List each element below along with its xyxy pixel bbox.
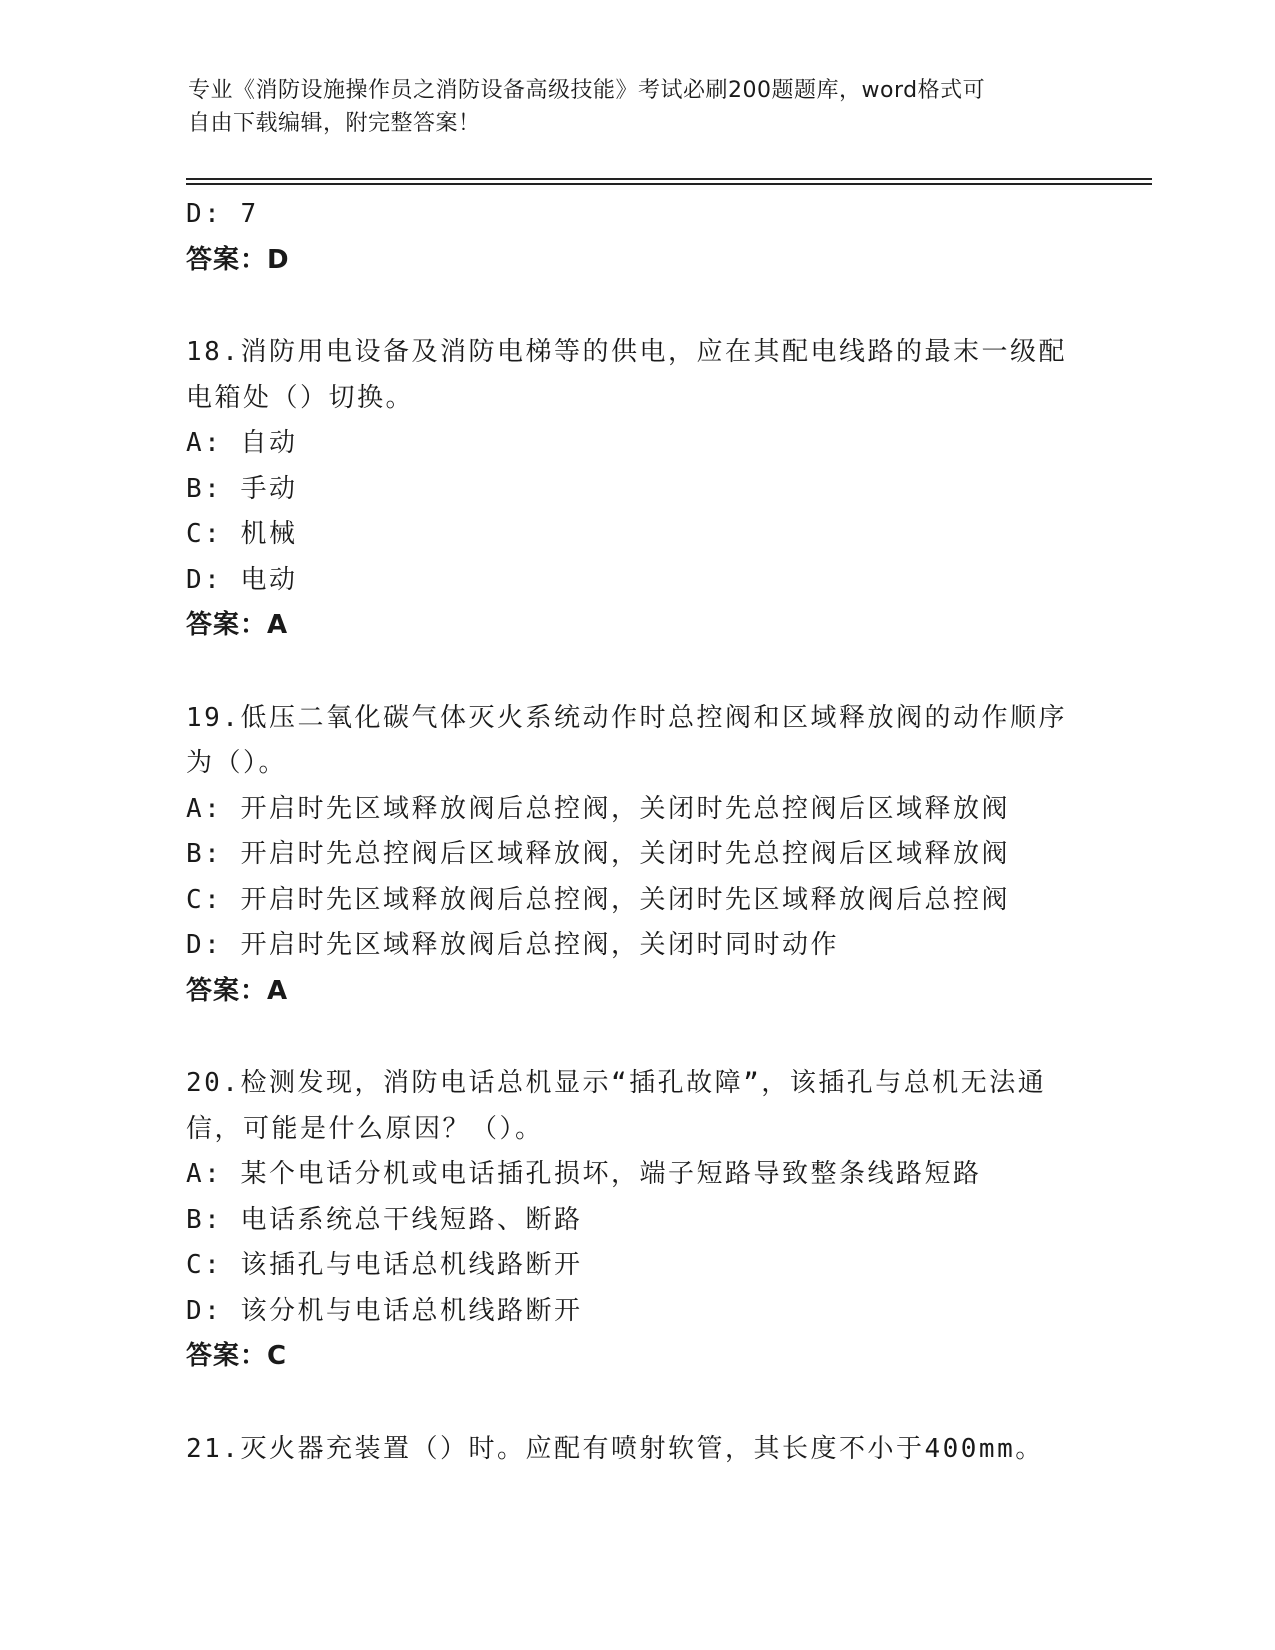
header-rule-top [186, 178, 1152, 180]
answer-label: 答案：A [186, 975, 289, 1006]
question-list [186, 192, 1086, 1472]
question-text-line: 21.灭火器充装置（）时。应配有喷射软管，其长度不小于400mm。 [186, 1433, 1044, 1464]
option-b: B: 手动 [186, 473, 298, 504]
question-21 [186, 1427, 1086, 1473]
question-text-line: 为（）。 [186, 748, 288, 778]
header-line-1: 专业《消防设施操作员之消防设备高级技能》考试必刷200题题库，word格式可 [188, 78, 986, 103]
option-c: C: 开启时先区域释放阀后总控阀，关闭时先区域释放阀后总控阀 [186, 884, 1010, 915]
document-header [188, 74, 1088, 140]
question-text-line: 20.检测发现，消防电话总机显示“插孔故障”，该插孔与总机无法通 [186, 1068, 1047, 1098]
option-a: A: 开启时先区域释放阀后总控阀，关闭时先总控阀后区域释放阀 [186, 793, 1010, 824]
question-20 [186, 1061, 1086, 1380]
question-18 [186, 330, 1086, 649]
header-rule-bottom [186, 183, 1152, 185]
previous-question-tail [186, 192, 1086, 283]
header-line-2: 自由下载编辑，附完整答案！ [188, 111, 481, 136]
option-d: D: 7 [186, 199, 259, 229]
option-c: C: 机械 [186, 519, 298, 549]
option-a: A: 自动 [186, 428, 298, 458]
option-a: A: 某个电话分机或电话插孔损坏，端子短路导致整条线路短路 [186, 1159, 982, 1189]
answer-label: 答案：A [186, 610, 289, 640]
question-text-line: 18.消防用电设备及消防电梯等的供电，应在其配电线路的最末一级配 [186, 337, 1067, 367]
option-d: D: 开启时先区域释放阀后总控阀，关闭时同时动作 [186, 930, 839, 960]
answer-label: 答案：D [186, 244, 290, 275]
option-c: C: 该插孔与电话总机线路断开 [186, 1250, 583, 1280]
question-text-line: 信，可能是什么原因？（）。 [186, 1113, 544, 1144]
option-b: B: 电话系统总干线短路、断路 [186, 1204, 583, 1235]
option-b: B: 开启时先总控阀后区域释放阀，关闭时先总控阀后区域释放阀 [186, 839, 1010, 869]
question-text-line: 电箱处（）切换。 [186, 382, 415, 413]
option-d: D: 该分机与电话总机线路断开 [186, 1295, 583, 1326]
answer-label: 答案：C [186, 1341, 288, 1371]
question-19 [186, 696, 1086, 1015]
option-d: D: 电动 [186, 564, 298, 595]
question-text-line: 19.低压二氧化碳气体灭火系统动作时总控阀和区域释放阀的动作顺序 [186, 702, 1067, 733]
